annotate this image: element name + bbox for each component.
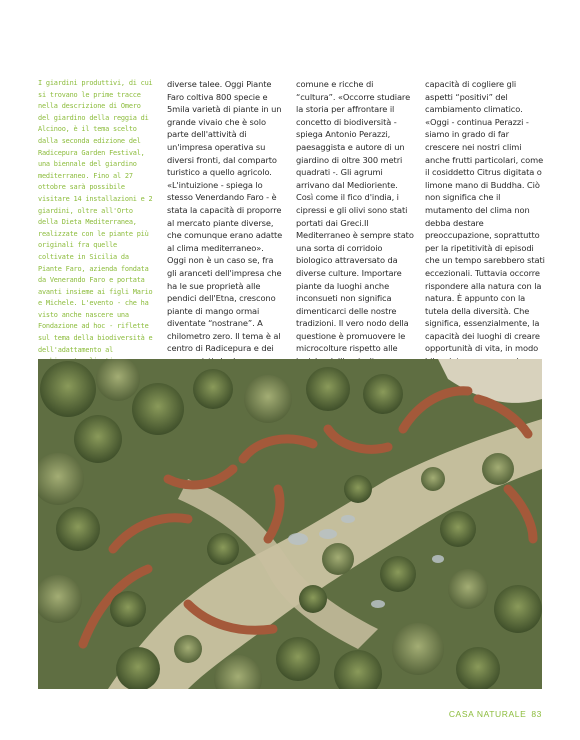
garden-aerial-photo [38, 359, 542, 689]
garden-aerial-illustration [38, 359, 542, 689]
column2-paragraph-2: Oggi non è un caso se, fra gli aranceti dell'impresa che ha le sue proprietà alle pendici dell'Etna, crescono piante di mango ormai diventate “nostrane”. A chilometro zero. Il tema è al centro di Radicepura e dei [167, 255, 282, 354]
column4-paragraph-1: capacità di cogliere gli aspetti “positivi” del cambiamento climatico. «Oggi - continua Perazzi - siamo in grado di far crescere nei nostri climi anche frutti particolari, come il cosiddetto Citrus digitata o limone mano di Buddha. Ciò non significa che il mutamento del clima non debba destare preoccupazione, soprattutto per la ripetitività di episodi che un tempo sarebbero stati eccezionali. Tuttavia occorre rispondere alla natura con la natura. È appunto con la tutela della diversità. Che significa, essenzialmente, la capacità dei luoghi di creare opportunità di vita, in modo [425, 79, 545, 354]
text-column-4 [425, 78, 545, 395]
intro-column [38, 78, 156, 368]
column2-paragraph-1: diverse talee. Oggi Piante Faro coltiva 800 specie e 5mila varietà di piante in un grande vivaio che è solo parte dell'attività di un'impresa operativa su diversi fronti, dal comparto turistico a quello agricolo. «L'intuizione - spiega lo stesso Venerdando Faro - è stata la capacità di proporre al mercato piante diverse, che comunque erano adatte al clima mediterraneo». [167, 79, 283, 253]
text-column-2 [167, 78, 285, 393]
intro-text: I giardini produttivi, di cui si trovano le prime tracce nella descrizione di Omero del giardino della reggia di Alcinoo, è il tema scelto dalla seconda edizione del Radicepura Garden Festival, una biennale del giardino mediterraneo. Fino al 27 ottobre sarà possibile visitare 14 installazioni e 2 giardini, oltre all'Orto della Dieta Mediterranea, realizzate con le piante più originali fra quelle coltivate in Sicilia da Piante Faro, azienda fondata da Venerando Faro e portata avanti insieme ai figli Mario e Michele. L'evento - che ha visto anche nascere una Fondazione ad hoc - riflette sul tema della biodiversità e dell'adattamento al [38, 79, 153, 354]
column3-paragraph-1: comune e ricche di “cultura”. «Occorre studiare la storia per affrontare il concetto di biodiversità - spiega Antonio Perazzi, paesaggista e autore di un giardino di oltre 300 metri quadrati -. Gli agrumi arrivano dal Medioriente. Così come il fico d'india, i cipressi e gli olivi sono stati portati dai Greci.Il Mediterraneo è sempre stato una sorta di corridoio biologico attraversato da diverse culture. Importare piante da luoghi anche inconsueti non significa dimenticarci delle nostre tradizioni. Il vero nodo della questione è promuovere le microcolture rispetto alle [296, 79, 414, 354]
magazine-name: CASA NATURALE [448, 709, 527, 719]
page-number: 83 [531, 709, 542, 719]
page-footer [449, 709, 542, 719]
